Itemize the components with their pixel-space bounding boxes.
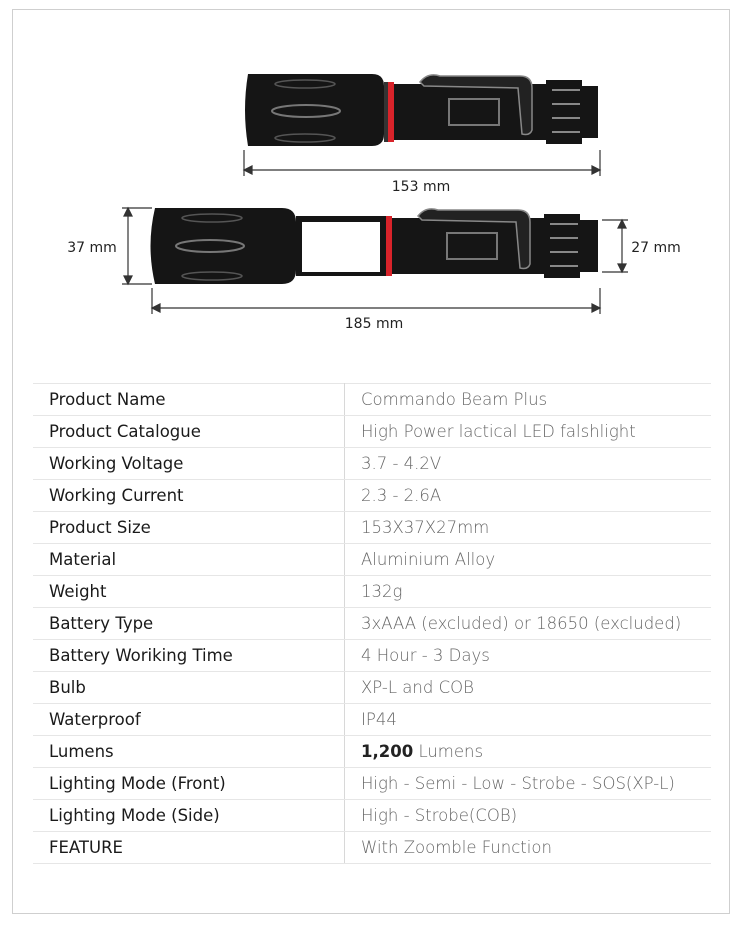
spec-label: Waterproof — [33, 704, 345, 736]
spec-value: 3xAAA (excluded) or 18650 (excluded) — [345, 608, 712, 640]
spec-value: XP-L and COB — [345, 672, 712, 704]
table-row — [33, 736, 711, 768]
flashlight-extended-image — [151, 208, 599, 284]
spec-value: 3.7 - 4.2V — [345, 448, 712, 480]
dimension-label-27: 27 mm — [631, 240, 681, 256]
table-row — [33, 608, 711, 640]
spec-label: Bulb — [33, 672, 345, 704]
table-row — [33, 480, 711, 512]
spec-value: Aluminium Alloy — [345, 544, 712, 576]
spec-label: Working Current — [33, 480, 345, 512]
spec-label: Product Size — [33, 512, 345, 544]
spec-label: Product Name — [33, 384, 345, 416]
dimension-line-37 — [122, 208, 152, 284]
spec-label: Working Voltage — [33, 448, 345, 480]
spec-value: 132g — [345, 576, 712, 608]
dimension-line-185 — [152, 288, 600, 314]
table-row — [33, 640, 711, 672]
table-row — [33, 768, 711, 800]
table-row — [33, 576, 711, 608]
table-row — [33, 704, 711, 736]
spec-label: FEATURE — [33, 832, 345, 864]
flashlight-collapsed-image — [245, 74, 598, 146]
spec-table — [33, 383, 711, 864]
lumens-number: 1,200 — [361, 742, 414, 761]
spec-label: Material — [33, 544, 345, 576]
table-row — [33, 544, 711, 576]
spec-label: Weight — [33, 576, 345, 608]
table-row — [33, 448, 711, 480]
dimension-line-27 — [602, 220, 628, 272]
dimension-label-153: 153 mm — [391, 179, 451, 195]
table-row — [33, 800, 711, 832]
spec-value: 153X37X27mm — [345, 512, 712, 544]
spec-value: 4 Hour - 3 Days — [345, 640, 712, 672]
spec-value: Commando Beam Plus — [345, 384, 712, 416]
spec-value: With Zoomble Function — [345, 832, 712, 864]
dimension-label-37: 37 mm — [67, 240, 117, 256]
spec-label: Product Catalogue — [33, 416, 345, 448]
flashlight-diagram — [0, 0, 743, 360]
spec-value: High - Semi - Low - Strobe - SOS(XP-L) — [345, 768, 712, 800]
lumens-unit: Lumens — [413, 742, 484, 761]
dimension-label-185: 185 mm — [344, 316, 404, 332]
table-row — [33, 672, 711, 704]
spec-label: Lighting Mode (Front) — [33, 768, 345, 800]
table-row — [33, 384, 711, 416]
table-row — [33, 416, 711, 448]
spec-value: IP44 — [345, 704, 712, 736]
table-row — [33, 512, 711, 544]
spec-value: 2.3 - 2.6A — [345, 480, 712, 512]
spec-value: High - Strobe(COB) — [345, 800, 712, 832]
spec-label: Lighting Mode (Side) — [33, 800, 345, 832]
spec-value: High Power lactical LED falshlight — [345, 416, 712, 448]
table-row — [33, 832, 711, 864]
spec-label: Lumens — [33, 736, 345, 768]
spec-value — [345, 736, 712, 768]
spec-label: Battery Woriking Time — [33, 640, 345, 672]
dimension-line-153 — [244, 150, 600, 176]
spec-label: Battery Type — [33, 608, 345, 640]
